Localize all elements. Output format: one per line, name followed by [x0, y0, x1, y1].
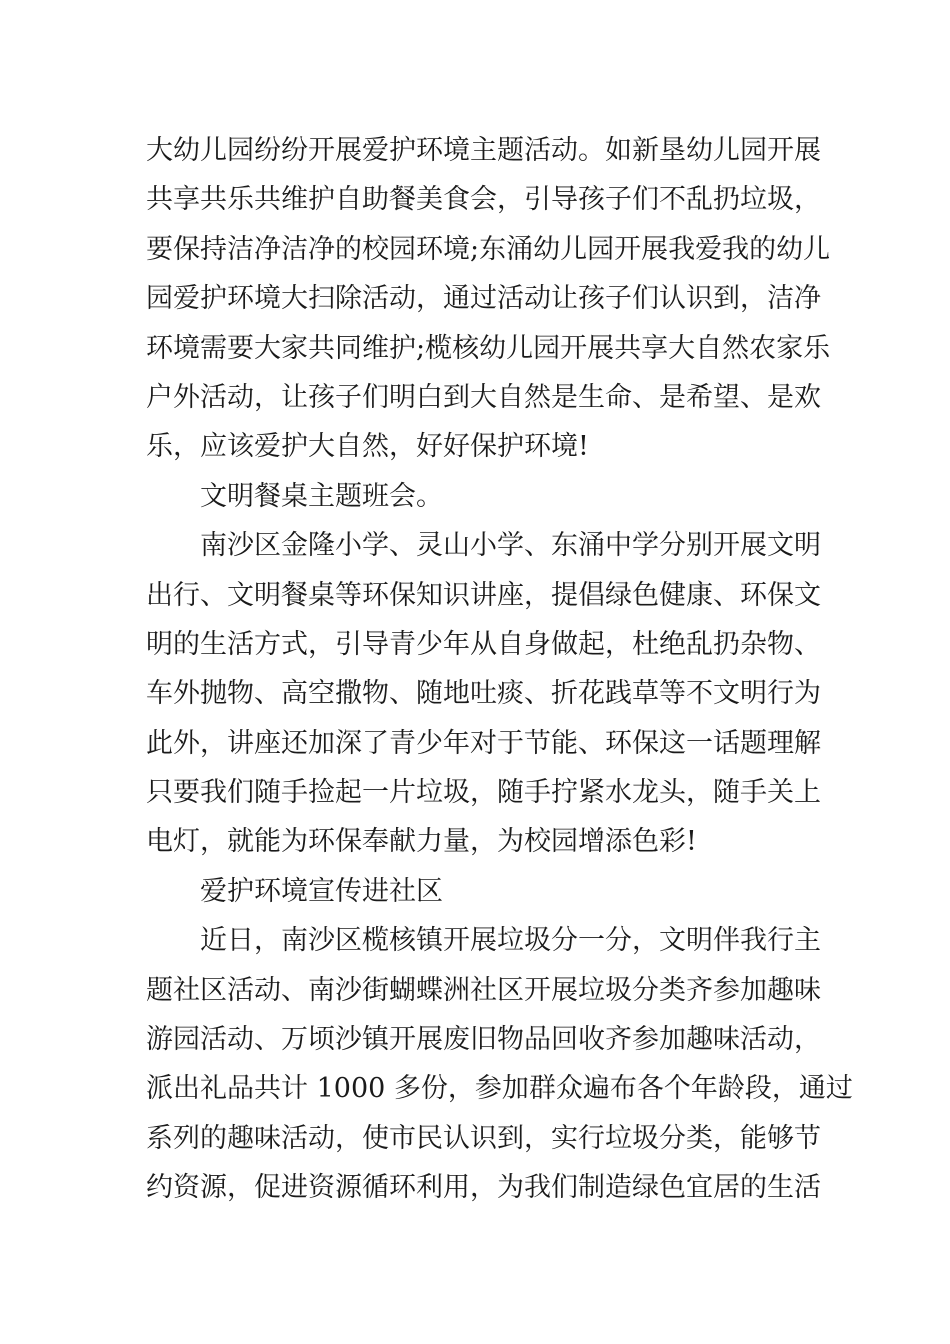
text-line: 题社区活动、南沙街蝴蝶洲社区开展垃圾分类齐参加趣味 — [146, 974, 821, 1006]
text-line: 车外抛物、高空撒物、随地吐痰、折花践草等不文明行为 — [146, 678, 821, 710]
text-line: 户外活动，让孩子们明白到大自然是生命、是希望、是欢 — [146, 381, 821, 413]
text-line: 此外，讲座还加深了青少年对于节能、环保这一话题理解 — [146, 727, 821, 759]
text-line: 要保持洁净洁净的校园环境;东涌幼儿园开展我爱我的幼儿 — [146, 233, 831, 265]
text-line: 乐，应该爱护大自然，好好保护环境! — [146, 431, 589, 463]
text-line: 共享共乐共维护自助餐美食会，引导孩子们不乱扔垃圾， — [146, 184, 821, 216]
text-line: 园爱护环境大扫除活动，通过活动让孩子们认识到，洁净 — [146, 283, 821, 315]
document-body — [146, 126, 853, 1213]
text-line: 明的生活方式，引导青少年从自身做起，杜绝乱扔杂物、 — [146, 628, 821, 660]
paragraph-first-line: 近日，南沙区榄核镇开展垃圾分一分，文明伴我行主 — [200, 925, 821, 957]
paragraph-first-line: 爱护环境宣传进社区 — [200, 875, 443, 907]
text-line: 只要我们随手捡起一片垃圾，随手拧紧水龙头，随手关上 — [146, 777, 821, 809]
text-line: 大幼儿园纷纷开展爱护环境主题活动。如新垦幼儿园开展 — [146, 135, 821, 166]
text-line: 游园活动、万顷沙镇开展废旧物品回收齐参加趣味活动， — [146, 1024, 821, 1056]
text-line: 系列的趣味活动，使市民认识到，实行垃圾分类，能够节 — [146, 1122, 821, 1154]
text-line: 环境需要大家共同维护;榄核幼儿园开展共享大自然农家乐 — [146, 332, 831, 364]
paragraph-first-line: 文明餐桌主题班会。 — [200, 480, 443, 512]
text-line: 出行、文明餐桌等环保知识讲座，提倡绿色健康、环保文 — [146, 579, 821, 611]
text-line: 约资源，促进资源循环利用，为我们制造绿色宜居的生活 — [146, 1172, 821, 1204]
text-line: 派出礼品共计 1000 多份，参加群众遍布各个年龄段，通过 — [146, 1073, 853, 1105]
text-line: 电灯，就能为环保奉献力量，为校园增添色彩! — [146, 826, 697, 858]
paragraph-first-line: 南沙区金隆小学、灵山小学、东涌中学分别开展文明 — [200, 530, 821, 562]
